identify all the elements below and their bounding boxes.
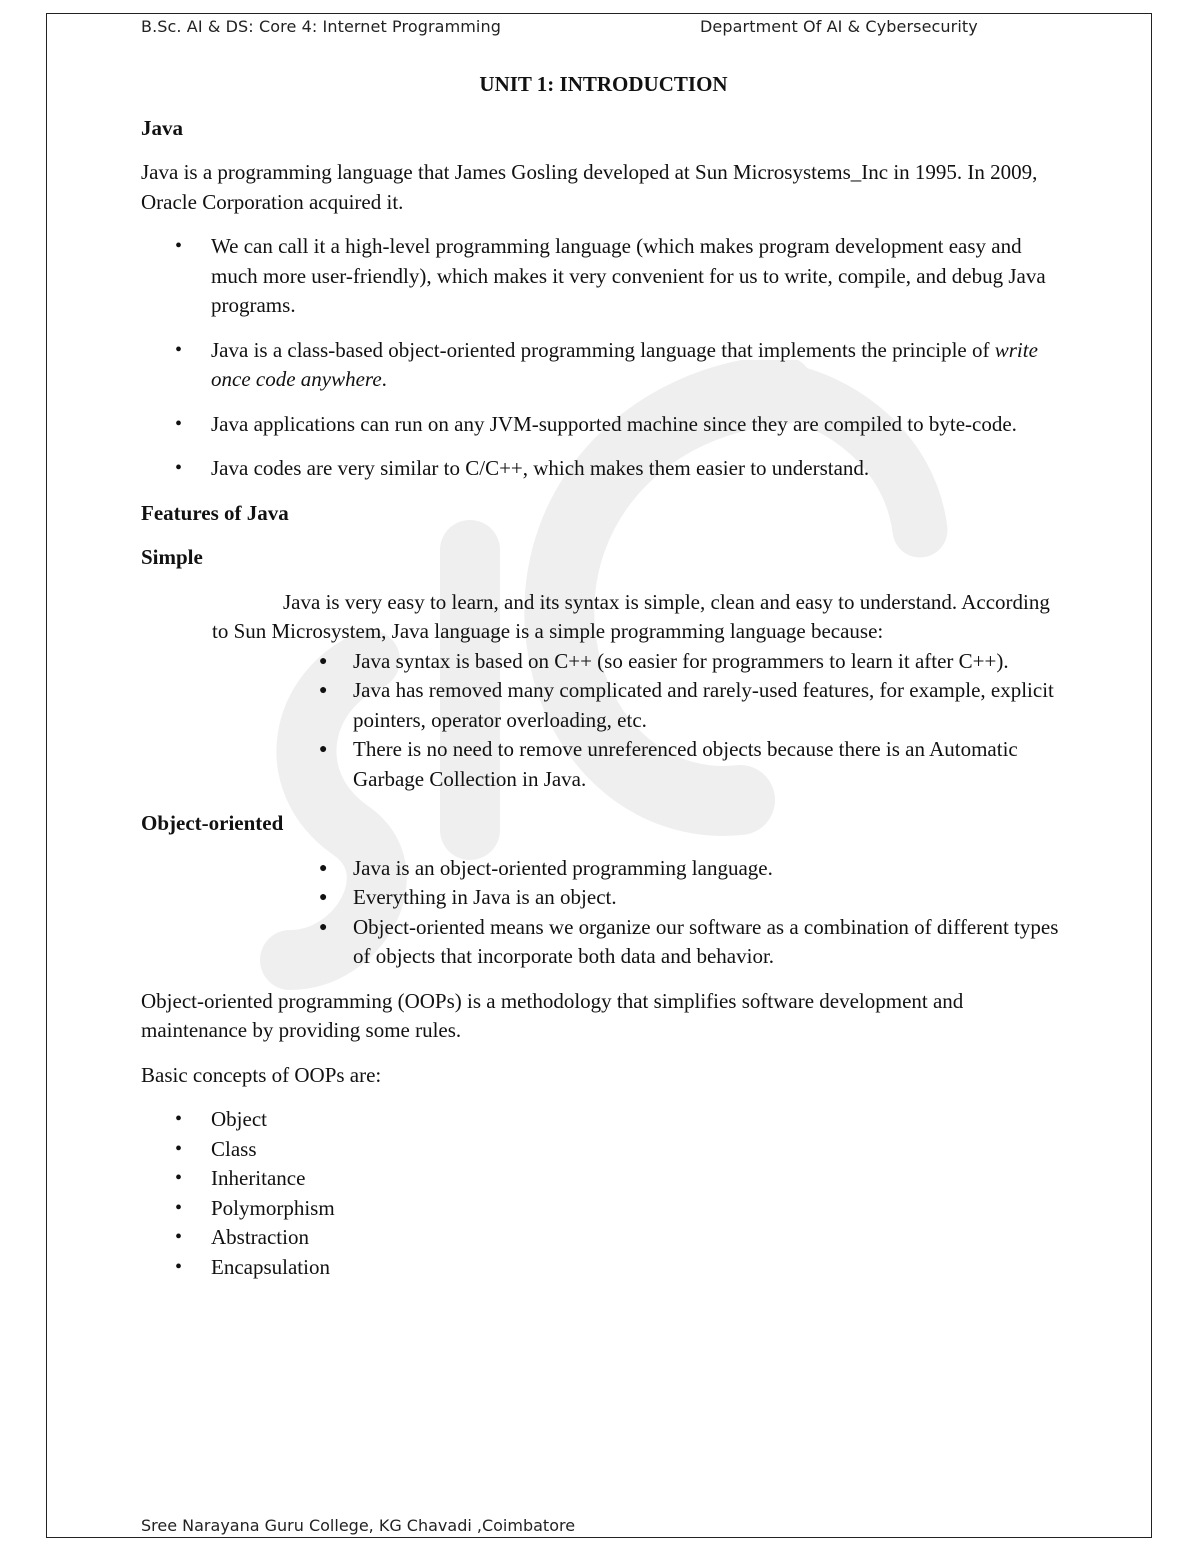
oo-bullet-list	[353, 854, 1066, 972]
header-course: B.Sc. AI & DS: Core 4: Internet Programming	[141, 17, 501, 36]
list-item: ● There is no need to remove unreferenced objects because there is an Automatic Garbage Collection in Java.	[353, 735, 1066, 794]
list-item: ● Java has removed many complicated and rarely-used features, for example, explicit pointers, operator overloading, etc.	[353, 676, 1066, 735]
list-item: ● Java is an object-oriented programming language.	[353, 854, 1066, 884]
list-item: • Java applications can run on any JVM-supported machine since they are compiled to byte-code.	[141, 410, 1066, 440]
list-item: • Java is a class-based object-oriented programming language that implements the principle of write once code anywhere.	[141, 336, 1066, 395]
list-item: • We can call it a high-level programming language (which makes program development easy and much more user-friendly), which makes it very convenient for us to write, compile, and debug Java programs.	[141, 232, 1066, 321]
java-intro: Java is a programming language that James Gosling developed at Sun Microsystems_Inc in 1995. In 2009, Oracle Corporation acquired it.	[141, 160, 1038, 214]
simple-heading: Simple	[141, 545, 203, 569]
list-item: • Class	[141, 1135, 1066, 1165]
list-item: • Polymorphism	[141, 1194, 1066, 1224]
simple-bullet-list	[353, 647, 1066, 795]
footer-college: Sree Narayana Guru College, KG Chavadi ,Coimbatore	[141, 1516, 576, 1535]
list-item: • Inheritance	[141, 1164, 1066, 1194]
list-item: • Object	[141, 1105, 1066, 1135]
oops-concepts-intro: Basic concepts of OOPs are:	[141, 1062, 382, 1087]
list-item: • Abstraction	[141, 1223, 1066, 1253]
java-heading: Java	[141, 115, 183, 140]
list-item: ● Java syntax is based on C++ (so easier for programmers to learn it after C++).	[353, 647, 1066, 677]
document-body	[141, 70, 1066, 1282]
object-oriented-heading: Object-oriented	[141, 811, 284, 835]
unit-title: UNIT 1: INTRODUCTION	[479, 72, 728, 96]
simple-paragraph: Java is very easy to learn, and its syntax is simple, clean and easy to understand. According to Sun Microsystem, Java language is a simple programming language because:	[212, 589, 1050, 643]
list-item: ● Everything in Java is an object.	[353, 883, 1066, 913]
oops-concepts-list	[141, 1105, 1066, 1282]
list-item: • Encapsulation	[141, 1253, 1066, 1283]
list-item: • Java codes are very similar to C/C++, which makes them easier to understand.	[141, 454, 1066, 484]
header-department: Department Of AI & Cybersecurity	[700, 17, 978, 36]
italic-phrase: write once code anywhere	[211, 337, 1038, 391]
java-bullet-list	[141, 232, 1066, 484]
oops-paragraph: Object-oriented programming (OOPs) is a methodology that simplifies software development and maintenance by providing some rules.	[141, 988, 964, 1042]
features-heading: Features of Java	[141, 500, 289, 525]
list-item: ● Object-oriented means we organize our software as a combination of different types of objects that incorporate both data and behavior.	[353, 913, 1066, 972]
